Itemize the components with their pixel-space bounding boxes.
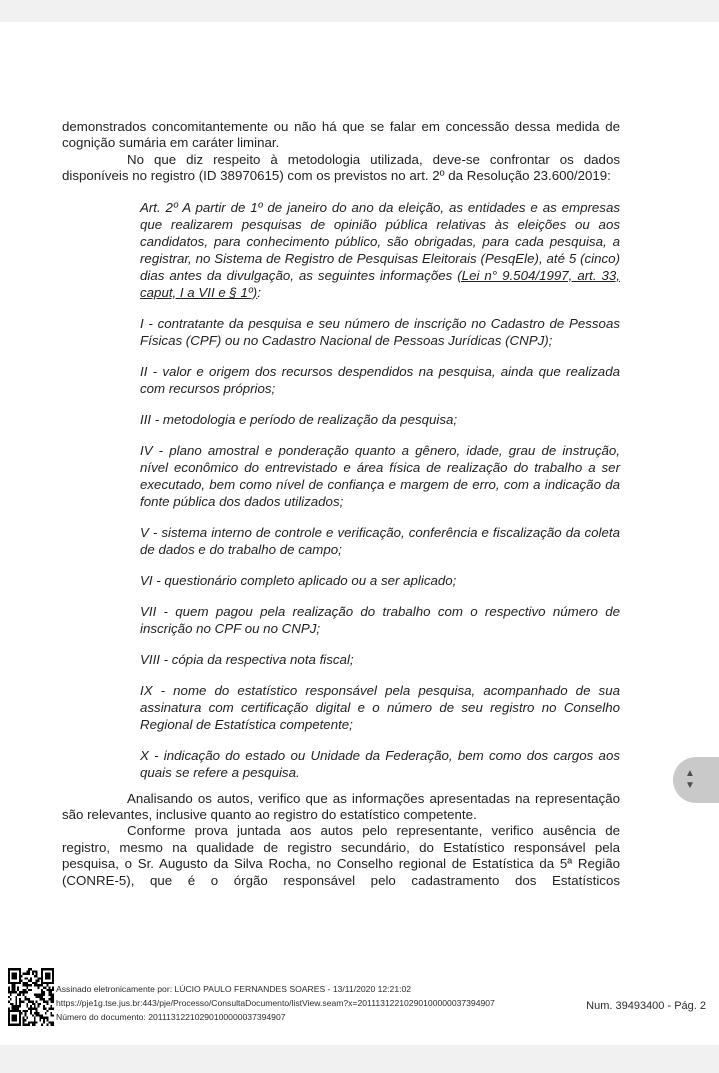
page-number-badge: Num. 39493400 - Pág. 2 — [586, 1000, 706, 1012]
scroll-down-icon[interactable]: ▼ — [685, 780, 695, 791]
body-paragraph: Analisando os autos, verifico que as informações apresentadas na representação são relevantes, inclusive quanto ao registro do estatístico competente. — [62, 790, 620, 823]
body-paragraph: No que diz respeito à metodologia utilizada, deve-se confrontar os dados disponíveis no registro (ID 38970615) com os previstos no art. 2º da Resolução 23.600/2019: — [62, 151, 620, 184]
scroll-up-icon[interactable]: ▲ — [685, 768, 695, 779]
quote-intro-colon: : — [257, 284, 261, 300]
quote-item: IX - nome do estatístico responsável pela pesquisa, acompanhado de sua assinatura com certificação digital e o número de seu registro no Conselho Regional de Estatística competente; — [140, 682, 620, 732]
document-page — [62, 119, 620, 889]
quote-item: X - indicação do estado ou Unidade da Federação, bem como dos cargos aos quais se refere a pesquisa. — [140, 747, 620, 780]
law-reference-underlined: (Lei n° 9.504/1997, art. 33, caput, I a VII e § 1º) — [140, 267, 620, 300]
document-number: Número do documento: 20111312210290100000037394907 — [56, 1012, 286, 1022]
quote-item: I - contratante da pesquisa e seu número de inscrição no Cadastro de Pessoas Físicas (CPF) ou no Cadastro Nacional de Pessoas Jurídicas (CNPJ); — [140, 315, 620, 348]
body-paragraph: Conforme prova juntada aos autos pelo representante, verifico ausência de registro, mesmo na qualidade de registro secundário, do Estatístico responsável pela pesquisa, o Sr. Augusto da Silva Rocha, no Conselho regional de Estatística da 5ª Região (CONRE-5), que é o órgão responsável pelo cadastramento dos Estatísticos — [62, 823, 620, 888]
quote-intro-text: Art. 2º A partir de 1º de janeiro do ano da eleição, as entidades e as empresas que realizarem pesquisas de opinião pública relativas às eleições ou aos candidatos, para conhecimento público, são obrigadas, para cada pesquisa, a registrar, no Sistema de Registro de Pesquisas Eleitorais (PesqEle), até 5 (cinco) dias antes da divulgação, as seguintes informações — [140, 199, 620, 283]
top-band — [0, 0, 719, 22]
bottom-band — [0, 1045, 719, 1073]
quote-item: VIII - cópia da respectiva nota fiscal; — [140, 651, 354, 667]
body-paragraph: demonstrados concomitantemente ou não há que se falar em concessão dessa medida de cognição sumária em caráter liminar. — [62, 119, 620, 151]
qr-code-icon — [8, 968, 54, 1026]
quote-item: IV - plano amostral e ponderação quanto a gênero, idade, grau de instrução, nível econômico do entrevistado e área física de realização do trabalho a ser executado, bem como nível de confiança e margem de erro, com a indicação da fonte pública dos dados utilizados; — [140, 442, 620, 509]
scroll-widget[interactable] — [673, 757, 719, 803]
quote-item: VII - quem pagou pela realização do trabalho com o respectivo número de inscrição no CPF ou no CNPJ; — [140, 603, 620, 636]
signature-block — [56, 982, 495, 1024]
quote-item: V - sistema interno de controle e verificação, conferência e fiscalização da coleta de dados e do trabalho de campo; — [140, 524, 620, 557]
quote-item: II - valor e origem dos recursos despendidos na pesquisa, ainda que realizada com recursos próprios; — [140, 363, 620, 396]
quote-block — [140, 199, 620, 781]
quote-item: VI - questionário completo aplicado ou a ser aplicado; — [140, 572, 457, 588]
quote-intro — [140, 199, 620, 301]
document-url: https://pje1g.tse.jus.br:443/pje/Processo/ConsultaDocumento/listView.seam?x=20111312210290100000037394907 — [56, 998, 495, 1008]
quote-item: III - metodologia e período de realização da pesquisa; — [140, 411, 458, 427]
scroll-arrows — [685, 769, 695, 791]
signature-line: Assinado eletronicamente por: LÚCIO PAULO FERNANDES SOARES - 13/11/2020 12:21:02 — [56, 984, 412, 994]
